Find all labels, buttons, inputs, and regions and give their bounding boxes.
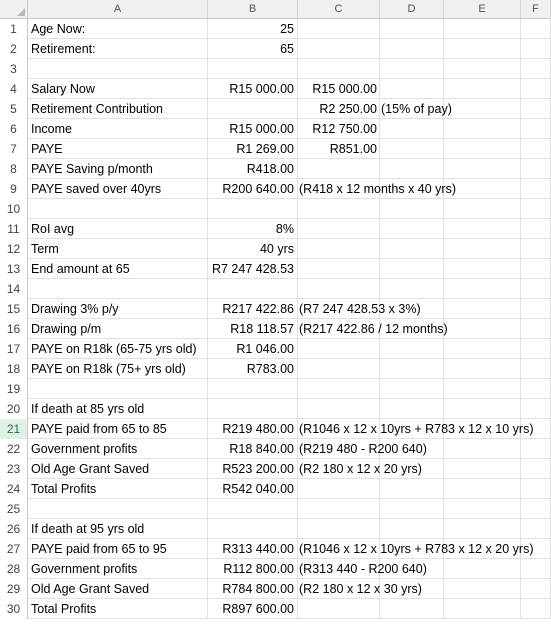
- cell-f2[interactable]: [521, 39, 551, 59]
- row-header-21[interactable]: 21: [0, 419, 28, 439]
- cell-e29[interactable]: [444, 579, 521, 599]
- row-label: If death at 85 yrs old: [31, 402, 145, 416]
- cell-f30[interactable]: [521, 599, 551, 619]
- cell-c18[interactable]: [298, 359, 380, 379]
- value-b: 25: [280, 22, 294, 36]
- cell-e16[interactable]: [444, 319, 521, 339]
- cell-f28[interactable]: [521, 559, 551, 579]
- row-label: Drawing 3% p/y: [31, 302, 119, 316]
- row-header-26[interactable]: 26: [0, 519, 28, 539]
- row-label: Total Profits: [31, 482, 97, 496]
- value-b: R542 040.00: [222, 482, 294, 496]
- row-label: Government profits: [31, 562, 138, 576]
- row-header-16[interactable]: 16: [0, 319, 28, 339]
- cell-f19[interactable]: [521, 379, 551, 399]
- cell-c11[interactable]: [298, 219, 380, 239]
- row-label: RoI avg: [31, 222, 75, 236]
- cell-e14[interactable]: [444, 279, 521, 299]
- value-b: R784 800.00: [222, 582, 294, 596]
- cell-b25[interactable]: [208, 499, 298, 519]
- cell-e24[interactable]: [444, 479, 521, 499]
- cell-e23[interactable]: [444, 459, 521, 479]
- value-b: R15 000.00: [229, 82, 294, 96]
- cell-e7[interactable]: [444, 139, 521, 159]
- row-label: PAYE paid from 65 to 85: [31, 422, 167, 436]
- value-b: R200 640.00: [222, 182, 294, 196]
- value-b: R18 840.00: [229, 442, 294, 456]
- cell-f3[interactable]: [521, 59, 551, 79]
- cell-c3[interactable]: [298, 59, 380, 79]
- cell-d26[interactable]: [380, 519, 444, 539]
- column-header-c[interactable]: C: [298, 0, 380, 19]
- cell-f26[interactable]: [521, 519, 551, 539]
- cell-f8[interactable]: [521, 159, 551, 179]
- row-label: Retirement Contribution: [31, 102, 164, 116]
- cell-e4[interactable]: [444, 79, 521, 99]
- value-b: R18 118.57: [230, 322, 294, 336]
- row-label: PAYE saved over 40yrs: [31, 182, 162, 196]
- row-label: Total Profits: [31, 602, 97, 616]
- cell-f13[interactable]: [521, 259, 551, 279]
- value-c: R2 250.00: [319, 102, 377, 116]
- cell-f29[interactable]: [521, 579, 551, 599]
- cell-e12[interactable]: [444, 239, 521, 259]
- cell-c12[interactable]: [298, 239, 380, 259]
- cell-e10[interactable]: [444, 199, 521, 219]
- cell-f4[interactable]: [521, 79, 551, 99]
- calculation-note: (15% of pay): [381, 102, 452, 116]
- cell-d24[interactable]: [380, 479, 444, 499]
- row-header-2[interactable]: 2: [0, 39, 28, 59]
- cell-e13[interactable]: [444, 259, 521, 279]
- row-label: Income: [31, 122, 72, 136]
- cell-f16[interactable]: [521, 319, 551, 339]
- cell-c10[interactable]: [298, 199, 380, 219]
- row-label: PAYE on R18k (75+ yrs old): [31, 362, 186, 376]
- cell-d3[interactable]: [380, 59, 444, 79]
- cell-c20[interactable]: [298, 399, 380, 419]
- cell-f25[interactable]: [521, 499, 551, 519]
- row-header-8[interactable]: 8: [0, 159, 28, 179]
- row-header-3[interactable]: 3: [0, 59, 28, 79]
- value-b: 65: [280, 42, 294, 56]
- value-b: R219 480.00: [222, 422, 294, 436]
- cell-d7[interactable]: [380, 139, 444, 159]
- cell-d8[interactable]: [380, 159, 444, 179]
- cell-a19[interactable]: [28, 379, 208, 399]
- cell-d12[interactable]: [380, 239, 444, 259]
- row-header-18[interactable]: 18: [0, 359, 28, 379]
- row-header-9[interactable]: 9: [0, 179, 28, 199]
- cell-e17[interactable]: [444, 339, 521, 359]
- row-label: Salary Now: [31, 82, 95, 96]
- value-b: R7 247 428.53: [211, 262, 294, 276]
- cell-e26[interactable]: [444, 519, 521, 539]
- cell-f23[interactable]: [521, 459, 551, 479]
- row-header-10[interactable]: 10: [0, 199, 28, 219]
- cell-d4[interactable]: [380, 79, 444, 99]
- column-header-e[interactable]: E: [444, 0, 521, 19]
- cell-d30[interactable]: [380, 599, 444, 619]
- cell-f15[interactable]: [521, 299, 551, 319]
- row-label: PAYE paid from 65 to 95: [31, 542, 167, 556]
- cell-a14[interactable]: [28, 279, 208, 299]
- row-header-14[interactable]: 14: [0, 279, 28, 299]
- row-label: If death at 95 yrs old: [31, 522, 145, 536]
- calculation-note: (R1046 x 12 x 10yrs + R783 x 12 x 20 yrs): [299, 542, 534, 556]
- row-label: PAYE Saving p/month: [31, 162, 153, 176]
- cell-e6[interactable]: [444, 119, 521, 139]
- cell-e2[interactable]: [444, 39, 521, 59]
- value-c: R12 750.00: [312, 122, 377, 136]
- cell-a3[interactable]: [28, 59, 208, 79]
- cell-b5[interactable]: [208, 99, 298, 119]
- cell-f18[interactable]: [521, 359, 551, 379]
- cell-e20[interactable]: [444, 399, 521, 419]
- row-label: PAYE: [31, 142, 63, 156]
- cell-b19[interactable]: [208, 379, 298, 399]
- column-header-d[interactable]: D: [380, 0, 444, 19]
- cell-c8[interactable]: [298, 159, 380, 179]
- cell-d20[interactable]: [380, 399, 444, 419]
- row-header-25[interactable]: 25: [0, 499, 28, 519]
- select-all-corner[interactable]: [0, 0, 28, 19]
- cell-e28[interactable]: [444, 559, 521, 579]
- row-header-11[interactable]: 11: [0, 219, 28, 239]
- row-header-30[interactable]: 30: [0, 599, 28, 619]
- cell-c25[interactable]: [298, 499, 380, 519]
- cell-e15[interactable]: [444, 299, 521, 319]
- cell-f24[interactable]: [521, 479, 551, 499]
- cell-c19[interactable]: [298, 379, 380, 399]
- column-header-f[interactable]: F: [521, 0, 551, 19]
- cell-a10[interactable]: [28, 199, 208, 219]
- value-b: R418.00: [246, 162, 294, 176]
- cell-e11[interactable]: [444, 219, 521, 239]
- column-header-b[interactable]: B: [208, 0, 298, 19]
- cell-f10[interactable]: [521, 199, 551, 219]
- cell-d14[interactable]: [380, 279, 444, 299]
- calculation-note: (R313 440 - R200 640): [299, 562, 427, 576]
- calculation-note: (R1046 x 12 x 10yrs + R783 x 12 x 10 yrs): [299, 422, 534, 436]
- cell-e5[interactable]: [444, 99, 521, 119]
- cell-b20[interactable]: [208, 399, 298, 419]
- row-label: Term: [31, 242, 59, 256]
- row-header-28[interactable]: 28: [0, 559, 28, 579]
- calculation-note: (R2 180 x 12 x 30 yrs): [299, 582, 422, 596]
- value-b: R783.00: [246, 362, 294, 376]
- cell-f5[interactable]: [521, 99, 551, 119]
- cell-f20[interactable]: [521, 399, 551, 419]
- row-header-27[interactable]: 27: [0, 539, 28, 559]
- cell-d25[interactable]: [380, 499, 444, 519]
- cell-c2[interactable]: [298, 39, 380, 59]
- calculation-note: (R418 x 12 months x 40 yrs): [299, 182, 457, 196]
- cell-e30[interactable]: [444, 599, 521, 619]
- row-label: Age Now:: [31, 22, 86, 36]
- cell-d10[interactable]: [380, 199, 444, 219]
- row-header-22[interactable]: 22: [0, 439, 28, 459]
- cell-f6[interactable]: [521, 119, 551, 139]
- row-header-17[interactable]: 17: [0, 339, 28, 359]
- value-b: R1 269.00: [236, 142, 294, 156]
- cell-f17[interactable]: [521, 339, 551, 359]
- cell-b3[interactable]: [208, 59, 298, 79]
- cell-c30[interactable]: [298, 599, 380, 619]
- cell-d19[interactable]: [380, 379, 444, 399]
- cell-d18[interactable]: [380, 359, 444, 379]
- value-b: R313 440.00: [222, 542, 294, 556]
- cell-d17[interactable]: [380, 339, 444, 359]
- value-c: R15 000.00: [312, 82, 377, 96]
- value-b: R112 800.00: [223, 562, 294, 576]
- cell-e3[interactable]: [444, 59, 521, 79]
- cell-b14[interactable]: [208, 279, 298, 299]
- cell-c1[interactable]: [298, 19, 380, 39]
- column-header-a[interactable]: A: [28, 0, 208, 19]
- row-header-24[interactable]: 24: [0, 479, 28, 499]
- row-header-15[interactable]: 15: [0, 299, 28, 319]
- row-label: Drawing p/m: [31, 322, 102, 336]
- cell-c17[interactable]: [298, 339, 380, 359]
- row-header-13[interactable]: 13: [0, 259, 28, 279]
- calculation-note: (R217 422.86 / 12 months): [299, 322, 448, 336]
- value-b: R523 200.00: [222, 462, 294, 476]
- row-header-20[interactable]: 20: [0, 399, 28, 419]
- row-header-7[interactable]: 7: [0, 139, 28, 159]
- row-header-23[interactable]: 23: [0, 459, 28, 479]
- cell-c14[interactable]: [298, 279, 380, 299]
- cell-c13[interactable]: [298, 259, 380, 279]
- cell-f9[interactable]: [521, 179, 551, 199]
- row-header-5[interactable]: 5: [0, 99, 28, 119]
- cell-c24[interactable]: [298, 479, 380, 499]
- cell-d1[interactable]: [380, 19, 444, 39]
- cell-e19[interactable]: [444, 379, 521, 399]
- row-label: Government profits: [31, 442, 138, 456]
- cell-f12[interactable]: [521, 239, 551, 259]
- row-label: Old Age Grant Saved: [31, 462, 150, 476]
- value-b: R15 000.00: [229, 122, 294, 136]
- calculation-note: (R219 480 - R200 640): [299, 442, 427, 456]
- row-header-4[interactable]: 4: [0, 79, 28, 99]
- cell-d13[interactable]: [380, 259, 444, 279]
- cell-b26[interactable]: [208, 519, 298, 539]
- row-label: PAYE on R18k (65-75 yrs old): [31, 342, 197, 356]
- calculation-note: (R2 180 x 12 x 20 yrs): [299, 462, 422, 476]
- value-b: 8%: [275, 222, 294, 236]
- cell-a25[interactable]: [28, 499, 208, 519]
- select-all-triangle-icon: [17, 8, 25, 16]
- cell-f11[interactable]: [521, 219, 551, 239]
- cell-e25[interactable]: [444, 499, 521, 519]
- cell-d11[interactable]: [380, 219, 444, 239]
- cell-d2[interactable]: [380, 39, 444, 59]
- row-header-6[interactable]: 6: [0, 119, 28, 139]
- value-b: R1 046.00: [236, 342, 294, 356]
- cell-f7[interactable]: [521, 139, 551, 159]
- cell-c26[interactable]: [298, 519, 380, 539]
- row-label: Old Age Grant Saved: [31, 582, 150, 596]
- cell-f22[interactable]: [521, 439, 551, 459]
- cell-f1[interactable]: [521, 19, 551, 39]
- cell-e18[interactable]: [444, 359, 521, 379]
- calculation-note: (R7 247 428.53 x 3%): [299, 302, 421, 316]
- value-b: 40 yrs: [259, 242, 294, 256]
- row-label: Retirement:: [31, 42, 96, 56]
- value-c: R851.00: [329, 142, 377, 156]
- cell-e22[interactable]: [444, 439, 521, 459]
- value-b: R217 422.86: [222, 302, 294, 316]
- row-label: End amount at 65: [31, 262, 130, 276]
- cell-f14[interactable]: [521, 279, 551, 299]
- row-header-29[interactable]: 29: [0, 579, 28, 599]
- row-header-12[interactable]: 12: [0, 239, 28, 259]
- cell-e1[interactable]: [444, 19, 521, 39]
- value-b: R897 600.00: [222, 602, 294, 616]
- cell-e8[interactable]: [444, 159, 521, 179]
- row-header-1[interactable]: 1: [0, 19, 28, 39]
- row-header-19[interactable]: 19: [0, 379, 28, 399]
- cell-b10[interactable]: [208, 199, 298, 219]
- cell-d6[interactable]: [380, 119, 444, 139]
